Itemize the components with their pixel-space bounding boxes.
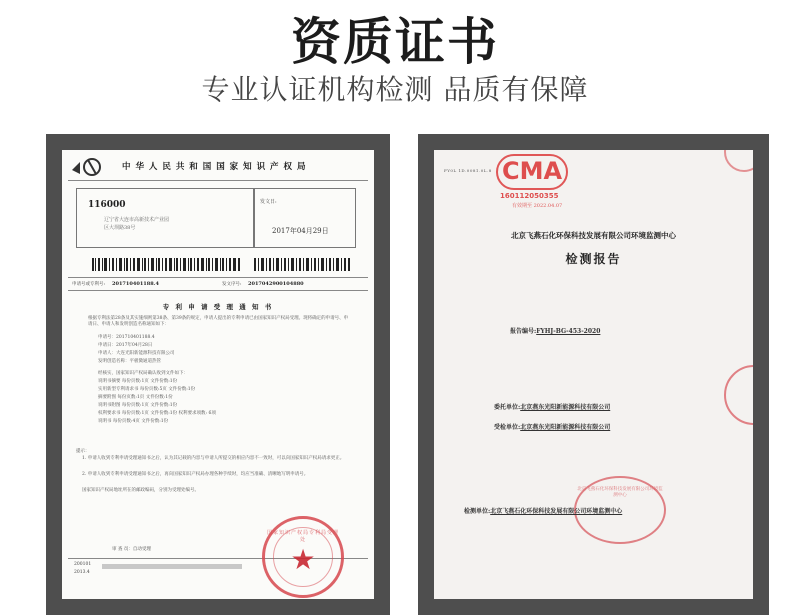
star-icon: ★ <box>290 543 316 576</box>
client-unit: 委托单位:北京燕东光阳新能源科技有限公司 <box>494 404 611 411</box>
address: 辽宁省大连市高新技术产业园 区大坝路38号 <box>104 217 170 231</box>
row-invention: 发明创造名称：平板微通道热管 <box>98 359 161 364</box>
date-box <box>254 188 356 248</box>
inspected-unit: 受检单位:北京燕东光阳新能源科技有限公司 <box>494 424 611 431</box>
row-file: 说明书附图 每份页数:1页 文件份数:1份 <box>98 403 178 408</box>
divider <box>68 277 368 278</box>
divider <box>68 290 368 291</box>
testing-organization: 北京飞燕石化环保科技发展有限公司环境监测中心 <box>511 231 676 240</box>
footer-code: 200101 <box>74 562 92 567</box>
report-top-code: FY0L 1D.0081.0L.8 <box>444 168 492 173</box>
note-3: 国家知识产权局地址所在的邮政编码，分别为受理处编号。 <box>82 488 199 493</box>
patent-certificate-frame <box>46 134 390 615</box>
testing-unit: 检测单位:北京飞燕石化环保科技发展有限公司环境监测中心 <box>464 508 623 515</box>
official-seal: 国家知识产权局专利局受理处 ★ <box>262 516 344 598</box>
cma-logo-icon: CMA <box>496 154 568 190</box>
report-title: 检测报告 <box>565 252 622 266</box>
test-report-frame <box>418 134 769 615</box>
barcode-icon <box>92 258 242 271</box>
note-2: 2. 申请人收到专利申请受理通知书之后，再向国家知识产权局办理各种手续时，均应当准确、清晰地写明申请号。 <box>82 472 309 477</box>
doc-no-label: 发文序号: <box>222 282 242 287</box>
row-received: 经核实，国家知识产权局确认收到文件如下： <box>98 371 188 376</box>
page-title: 资质证书 <box>291 13 499 71</box>
footer-year: 2013.4 <box>74 570 90 575</box>
row-file: 实用新型专利请求书 每份页数:5页 文件份数:1份 <box>98 387 196 392</box>
row-app-no: 申请号：201710401188.4 <box>98 335 155 340</box>
row-file: 权利要求书 每份页数:1页 文件份数:1份 权利要求项数: 6项 <box>98 411 216 416</box>
notes-label: 提示： <box>76 449 90 454</box>
sipo-logo-icon <box>70 156 110 182</box>
test-report <box>434 150 753 599</box>
examiner: 审 查 员：自动受理 <box>112 547 151 552</box>
office-name: 中 华 人 民 共 和 国 国 家 知 识 产 权 局 <box>122 162 307 172</box>
row-file: 说明书摘要 每份页数:1页 文件份数:1份 <box>98 379 178 384</box>
row-file: 摘要附图 每份页数:1页 文件份数:1份 <box>98 395 173 400</box>
cma-validity: 有效期至 2022.04.07 <box>512 203 563 209</box>
notice-title: 专 利 申 请 受 理 通 知 书 <box>162 303 274 311</box>
patent-certificate <box>62 150 374 599</box>
report-number: 报告编号:FYHJ-BG-453-2020 <box>510 328 601 335</box>
seal-fragment <box>724 365 753 425</box>
row-file: 说明书 每份页数:4页 文件份数:1份 <box>98 419 169 424</box>
issue-date: 2017年04月29日 <box>272 227 329 235</box>
app-no: 201710401188.4 <box>112 281 159 287</box>
testing-seal: 北京飞燕石化环保科技发展有限公司环境监测中心 <box>574 476 666 544</box>
row-app-date: 申请日：2017年04月28日 <box>98 343 153 348</box>
postal-code: 116000 <box>88 200 126 210</box>
app-no-label: 申请号或专利号: <box>72 282 106 287</box>
header-divider <box>68 180 368 181</box>
page-subtitle: 专业认证机构检测 品质有保障 <box>201 73 589 106</box>
doc-no: 2017042900104880 <box>248 281 304 287</box>
row-applicant: 申请人：大连光阳新能源科技有限公司 <box>98 351 175 356</box>
seal-fragment <box>724 150 753 172</box>
cma-number: 160112050355 <box>500 192 559 200</box>
barcode-icon <box>254 258 350 271</box>
note-1: 1. 申请人收到专利申请受理通知书之后，认为其记载的内容与申请人所提交的相应内容不一致时，可以向国家知识产权局请求更正。 <box>82 456 345 461</box>
notice-paragraph: 根据专利法第28条及其实施细则第38条、第39条的规定，申请人提出的专利申请已由国家知识产权局受理。现将确定的申请号、申请日、申请人和发明创造名称通知如下： <box>88 316 349 327</box>
date-label: 发文日: <box>260 199 277 205</box>
